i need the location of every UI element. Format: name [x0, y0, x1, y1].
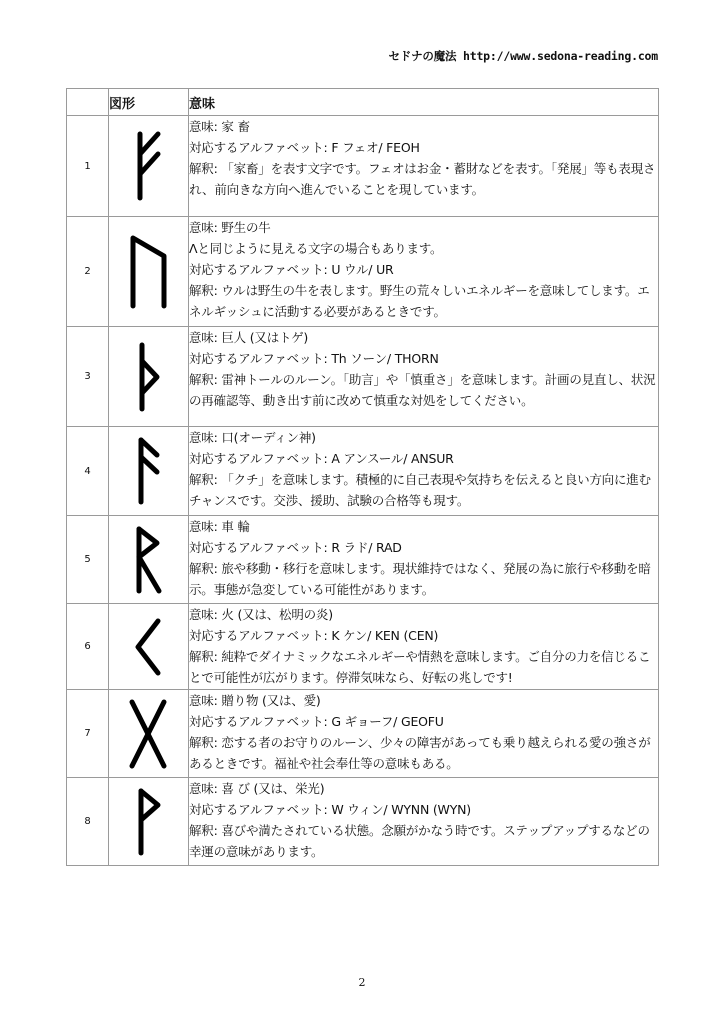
- table-row: [67, 427, 659, 516]
- meaning-line: 意味: 巨人 (又はトゲ): [189, 330, 309, 345]
- rune-wunjo-icon: [124, 786, 174, 858]
- table-row: [67, 516, 659, 604]
- alphabet-line: 対応するアルファベット: K ケン/ KEN (CEN): [189, 628, 439, 643]
- rune-description: [189, 217, 659, 327]
- meaning-line: 意味: 火 (又は、松明の炎): [189, 607, 333, 622]
- header-meaning: 意味: [189, 89, 659, 116]
- rune-shape-cell: [109, 116, 189, 217]
- table-row: [67, 604, 659, 690]
- rune-description: [189, 690, 659, 778]
- interpretation-line: 解釈: 旅や移動・移行を意味します。現状維持ではなく、発展の為に旅行や移動を暗示。事態が急変している可能性があります。: [189, 561, 651, 597]
- meaning-line: 意味: 口(オーディン神): [189, 430, 316, 445]
- table-row: [67, 217, 659, 327]
- row-number: 1: [67, 116, 109, 217]
- alphabet-line: 対応するアルファベット: R ラド/ RAD: [189, 540, 402, 555]
- header-shape: 図形: [109, 89, 189, 116]
- rune-thurisaz-icon: [124, 339, 174, 415]
- interpretation-line: 解釈: 喜びや満たされている状態。念願がかなう時です。ステップアップするなどの幸運の意味があります。: [189, 823, 650, 859]
- row-number: 8: [67, 778, 109, 866]
- rune-shape-cell: [109, 427, 189, 516]
- rune-shape-cell: [109, 690, 189, 778]
- table-header-row: [67, 89, 659, 116]
- rune-description: [189, 516, 659, 604]
- rune-shape-cell: [109, 327, 189, 427]
- meaning-line: 意味: 車 輪: [189, 519, 250, 534]
- rune-shape-cell: [109, 778, 189, 866]
- rune-description: [189, 604, 659, 690]
- rune-description: [189, 116, 659, 217]
- row-number: 3: [67, 327, 109, 427]
- rune-description: [189, 327, 659, 427]
- rune-description: [189, 778, 659, 866]
- rune-description: [189, 427, 659, 516]
- rune-shape-cell: [109, 217, 189, 327]
- row-number: 5: [67, 516, 109, 604]
- rune-raidho-icon: [124, 524, 174, 596]
- rune-shape-cell: [109, 516, 189, 604]
- row-number: 7: [67, 690, 109, 778]
- table-row: [67, 327, 659, 427]
- alphabet-line: 対応するアルファベット: Th ソーン/ THORN: [189, 351, 439, 366]
- table-row: [67, 116, 659, 217]
- page-number: 2: [358, 976, 366, 989]
- alphabet-line: 対応するアルファベット: U ウル/ UR: [189, 262, 394, 277]
- meaning-line: 意味: 家 畜: [189, 119, 250, 134]
- row-number: 4: [67, 427, 109, 516]
- interpretation-line: 解釈: 「クチ」を意味します。積極的に自己表現や気持ちを伝えると良い方向に進むチャンスです。交渉、援助、試験の合格等も現す。: [189, 472, 651, 508]
- alphabet-line: 対応するアルファベット: F フェオ/ FEOH: [189, 140, 420, 155]
- alphabet-line: 対応するアルファベット: W ウィン/ WYNN (WYN): [189, 802, 471, 817]
- interpretation-line: 解釈: 恋する者のお守りのルーン、少々の障害があっても乗り越えられる愛の強さがあるときです。福祉や社会奉仕等の意味もある。: [189, 735, 651, 771]
- page-header: セドナの魔法 http://www.sedona-reading.com: [388, 49, 658, 63]
- meaning-line: 意味: 贈り物 (又は、愛): [189, 693, 321, 708]
- rune-fehu-icon: [124, 128, 174, 204]
- row-number: 6: [67, 604, 109, 690]
- header-number: [67, 89, 109, 116]
- rune-uruz-icon: [124, 232, 174, 312]
- rune-shape-cell: [109, 604, 189, 690]
- meaning-line: 意味: 野生の牛: [189, 220, 271, 235]
- meaning-line: 意味: 喜 び (又は、栄光): [189, 781, 325, 796]
- alphabet-line: 対応するアルファベット: G ギョーフ/ GEOFU: [189, 714, 444, 729]
- rune-table: [66, 88, 659, 866]
- row-number: 2: [67, 217, 109, 327]
- interpretation-line: 解釈: 純粋でダイナミックなエネルギーや情熱を意味します。ご自分の力を信じることで可能性が広がります。停滞気味なら、好転の兆しです!: [189, 649, 651, 685]
- table-row: [67, 778, 659, 866]
- interpretation-line: 解釈: 雷神トールのルーン。「助言」や「慎重さ」を意味します。計画の見直し、状況の再確認等、動き出す前に改めて慎重な対処をしてください。: [189, 372, 656, 408]
- note-line: Λと同じように見える文字の場合もあります。: [189, 241, 443, 256]
- rune-gebo-icon: [122, 696, 176, 772]
- alphabet-line: 対応するアルファベット: A アンスール/ ANSUR: [189, 451, 454, 466]
- table-row: [67, 690, 659, 778]
- rune-ansuz-icon: [124, 435, 174, 507]
- interpretation-line: 解釈: ウルは野生の牛を表します。野生の荒々しいエネルギーを意味してします。エネルギッシュに活動する必要があるときです。: [189, 283, 650, 319]
- rune-kenaz-icon: [124, 613, 174, 681]
- interpretation-line: 解釈: 「家畜」を表す文字です。フェオはお金・蓄財などを表す。「発展」等も表現され、前向きな方向へ進んでいることを現しています。: [189, 161, 656, 197]
